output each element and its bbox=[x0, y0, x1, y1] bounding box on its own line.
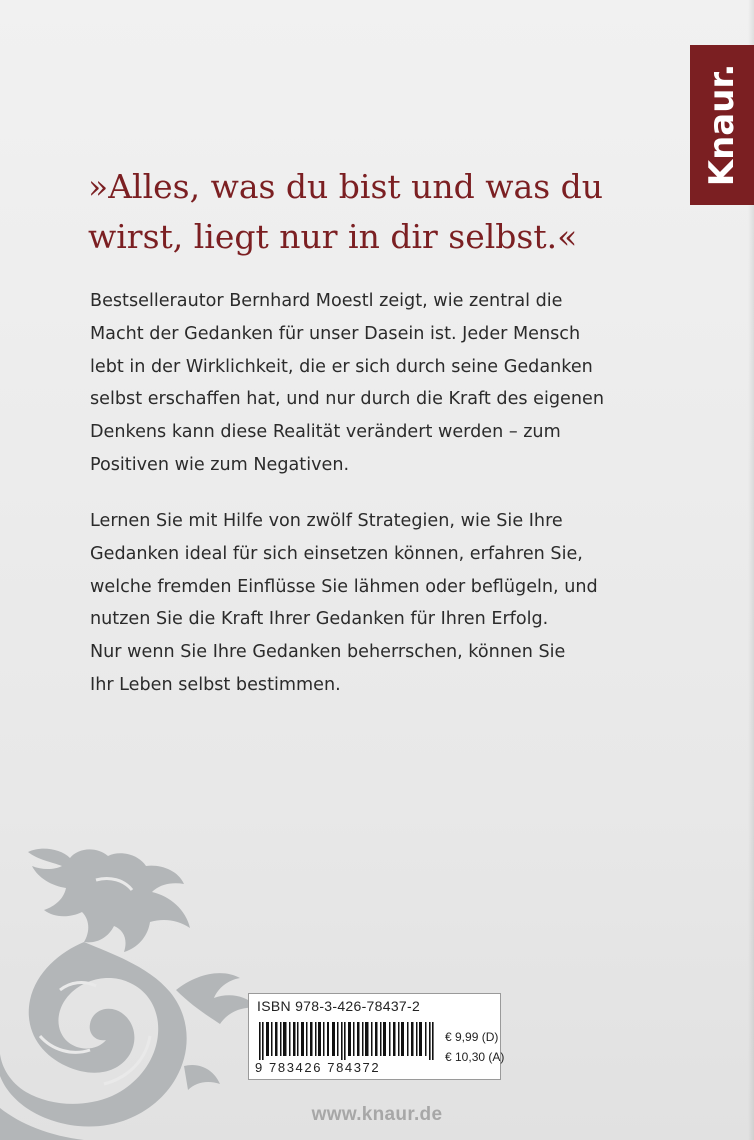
blurb-paragraph-2 bbox=[90, 505, 650, 702]
blurb-line: welche fremden Einflüsse Sie lähmen oder beflügeln, und bbox=[90, 576, 598, 597]
publisher-logo-text: Knaur. bbox=[702, 63, 742, 187]
barcode-icon bbox=[255, 1022, 441, 1060]
blurb-line: Ihr Leben selbst bestimmen. bbox=[90, 674, 341, 695]
blurb-line: nutzen Sie die Kraft Ihrer Gedanken für Ihren Erfolg. bbox=[90, 609, 549, 630]
blurb-line: selbst erschaffen hat, und nur durch die Kraft des eigenen bbox=[90, 389, 604, 410]
dragon-ornament-icon bbox=[0, 840, 270, 1140]
blurb-line: Nur wenn Sie Ihre Gedanken beherrschen, können Sie bbox=[90, 642, 566, 663]
blurb-line: Gedanken ideal für sich einsetzen können, erfahren Sie, bbox=[90, 543, 583, 564]
publisher-logo-tab bbox=[690, 45, 754, 205]
quote-line: wirst, liegt nur in dir selbst.« bbox=[88, 217, 578, 256]
blurb-paragraph-1 bbox=[90, 285, 650, 482]
blurb-line: lebt in der Wirklichkeit, die er sich durch seine Gedanken bbox=[90, 356, 593, 377]
blurb-line: Bestsellerautor Bernhard Moestl zeigt, wie zentral die bbox=[90, 291, 563, 311]
price-austria: € 10,30 (A) bbox=[445, 1050, 505, 1064]
blurb-line: Macht der Gedanken für unser Dasein ist. Jeder Mensch bbox=[90, 323, 581, 344]
blurb-line: Lernen Sie mit Hilfe von zwölf Strategien, wie Sie Ihre bbox=[90, 511, 563, 531]
isbn-label: ISBN 978-3-426-78437-2 bbox=[257, 998, 421, 1014]
barcode-panel bbox=[248, 993, 505, 1080]
pull-quote bbox=[88, 162, 648, 262]
blurb-line: Positiven wie zum Negativen. bbox=[90, 454, 350, 475]
publisher-url: www.knaur.de bbox=[311, 1104, 443, 1125]
blurb-line: Denkens kann diese Realität verändert werden – zum bbox=[90, 422, 561, 443]
quote-line: »Alles, was du bist und was du bbox=[88, 167, 603, 206]
price-germany: € 9,99 (D) bbox=[445, 1030, 499, 1044]
barcode-digits: 9 783426 784372 bbox=[255, 1060, 381, 1075]
